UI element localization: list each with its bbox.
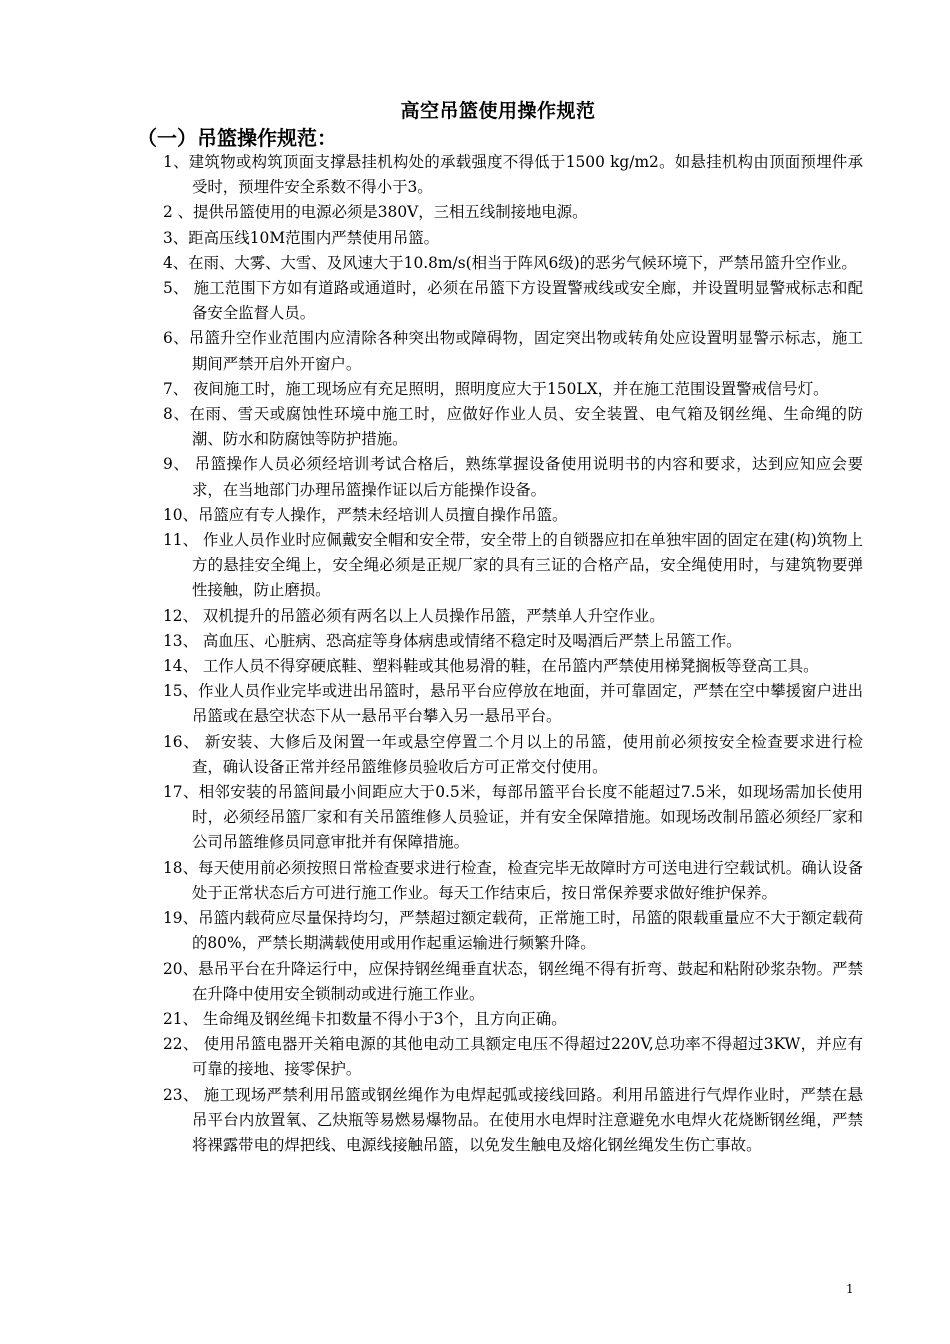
- list-item: 10、吊篮应有专人操作，严禁未经培训人员擅自操作吊篮。: [163, 505, 568, 524]
- page-number: 1: [846, 1282, 854, 1296]
- list-item: 6、吊篮升空作业范围内应清除各种突出物或障碍物，固定突出物或转角处应设置明显警示标志，施工期间严禁开启外开窗户。: [163, 329, 863, 373]
- list-item: 4、在雨、大雾、大雪、及风速大于10.8m/s(相当于阵风6级)的恶劣气候环境下，严禁吊篮升空作业。: [163, 253, 857, 272]
- list-item: 19、吊篮内载荷应尽量保持均匀，严禁超过额定载荷，正常施工时，吊篮的限载重量应不大于额定载荷的80%，严禁长期满载使用或用作起重运输进行频繁升降。: [163, 909, 863, 953]
- list-item: 18、每天使用前必须按照日常检查要求进行检查，检查完毕无故障时方可送电进行空载试机。确认设备处于正常状态后方可进行施工作业。每天工作结束后，按日常保养要求做好维护保养。: [163, 858, 863, 902]
- rules-list: [163, 150, 863, 1158]
- list-item: 20、悬吊平台在升降运行中，应保持钢丝绳垂直状态，钢丝绳不得有折弯、鼓起和粘附砂浆杂物。严禁在升降中使用安全锁制动或进行施工作业。: [163, 959, 863, 1003]
- document-title: 高空吊篮使用操作规范: [400, 100, 596, 122]
- list-item: 21、 生命绳及钢丝绳卡扣数量不得小于3个，且方向正确。: [163, 1009, 567, 1028]
- list-item: 13、 高血压、心脏病、恐高症等身体病患或情绪不稳定时及喝酒后严禁上吊篮工作。: [163, 631, 742, 650]
- list-item: 5、 施工范围下方如有道路或通道时，必须在吊篮下方设置警戒线或安全廊，并设置明显警戒标志和配备安全监督人员。: [163, 279, 863, 323]
- list-item: 1、建筑物或构筑顶面支撑悬挂机构处的承载强度不得低于1500 kg/m2。如悬挂机构由顶面预埋件承受时，预埋件安全系数不得小于3。: [163, 153, 863, 197]
- list-item: 16、 新安装、大修后及闲置一年或悬空停置二个月以上的吊篮，使用前必须按安全检查要求进行检查，确认设备正常并经吊篮维修员验收后方可正常交付使用。: [163, 732, 863, 776]
- list-item: 15、作业人员作业完毕或进出吊篮时，悬吊平台应停放在地面，并可靠固定，严禁在空中攀援窗户进出吊篮或在悬空状态下从一悬吊平台攀入另一悬吊平台。: [163, 682, 863, 726]
- list-item: 22、 使用吊篮电器开关箱电源的其他电动工具额定电压不得超过220V,总功率不得超过3KW，并应有可靠的接地、接零保护。: [163, 1035, 863, 1079]
- list-item: 23、 施工现场严禁利用吊篮或钢丝绳作为电焊起弧或接线回路。利用吊篮进行气焊作业时，严禁在悬吊平台内放置氧、乙炔瓶等易燃易爆物品。在使用水电焊时注意避免水电焊火花烧断钢丝绳，严禁将裸露带电的焊把线、电源线接触吊篮，以免发生触电及熔化钢丝绳发生伤亡事故。: [163, 1085, 863, 1154]
- list-item: 9、 吊篮操作人员必须经培训考试合格后，熟练掌握设备使用说明书的内容和要求，达到应知应会要求，在当地部门办理吊篮操作证以后方能操作设备。: [163, 455, 863, 499]
- section-heading: （一）吊篮操作规范：: [137, 126, 337, 150]
- list-item: 11、 作业人员作业时应佩戴安全帽和安全带，安全带上的自锁器应扣在单独牢固的固定在建(构)筑物上方的悬挂安全绳上，安全绳必须是正规厂家的具有三证的合格产品，安全绳使用时，与建筑物要弹性接触，防止磨损。: [163, 531, 863, 600]
- list-item: 14、 工作人员不得穿硬底鞋、塑料鞋或其他易滑的鞋，在吊篮内严禁使用梯凳搁板等登高工具。: [163, 657, 819, 676]
- list-item: 17、相邻安装的吊篮间最小间距应大于0.5米，每部吊篮平台长度不能超过7.5米，如现场需加长使用时，必须经吊篮厂家和有关吊篮维修人员验证，并有安全保障措施。如现场改制吊篮必须经厂家和公司吊篮维修员同意审批并有保障措施。: [163, 783, 863, 852]
- list-item: 8、在雨、雪天或腐蚀性环境中施工时，应做好作业人员、安全装置、电气箱及钢丝绳、生命绳的防潮、防水和防腐蚀等防护措施。: [163, 405, 863, 449]
- list-item: 7、 夜间施工时，施工现场应有充足照明，照明度应大于150LX，并在施工范围设置警戒信号灯。: [163, 379, 829, 398]
- list-item: 12、 双机提升的吊篮必须有两名以上人员操作吊篮，严禁单人升空作业。: [163, 606, 665, 625]
- list-item: 2 、提供吊篮使用的电源必须是380V，三相五线制接地电源。: [163, 203, 588, 222]
- list-item: 3、距高压线10M范围内严禁使用吊篮。: [163, 228, 439, 247]
